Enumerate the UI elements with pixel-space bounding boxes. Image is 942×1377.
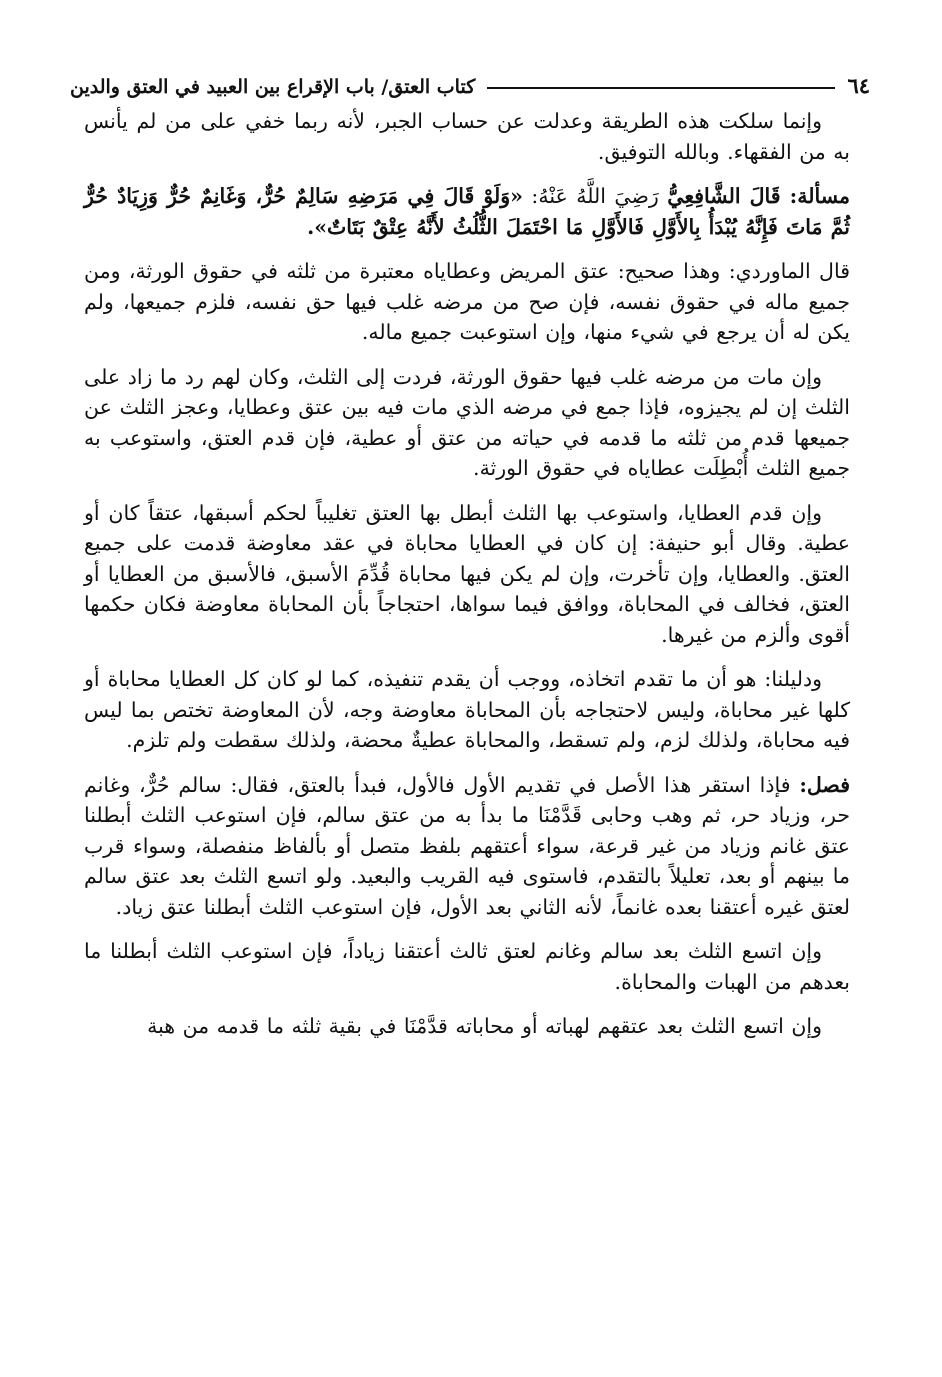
paragraph-4: وإن مات من مرضه غلب فيها حقوق الورثة، فردت إلى الثلث، وكان لهم رد ما زاد على الثلث إن لم يجيزوه، فإذا جمع في مرضه الذي مات فيه بين عتق وعطايا، وعجز الثلث عن جميعها قدم من ثلثه ما قدمه في حياته من عتق أو عطية، فإن قدم العتق، واستوعب به جميع الثلث أُبْطِلَت عطاياه في حقوق الورثة. <box>84 364 850 480</box>
paragraph-8: وإن اتسع الثلث بعد سالم وغانم لعتق ثالث أعتقنا زياداً، فإن استوعب الثلث أبطلنا ما بعدهم من الهبات والمحاباة. <box>84 939 850 994</box>
masala-quote: «وَلَوْ قَالَ فِي مَرَضِهِ سَالِمٌ حُرٌّ، وَغَانِمٌ حُرٌّ وَزِيَادٌ حُرٌّ ثُمَّ مَاتَ فَإِنَّهُ يُبْدَأُ بِالأَوَّلِ فَالأَوَّلِ مَا احْتَمَلَ الثُّلُثُ لأَنَّهُ عِتْقٌ بَتَاتٌ». <box>84 184 850 239</box>
fasl-text: فإذا استقر هذا الأصل في تقديم الأول فالأول، فبدأ بالعتق، فقال: سالم حُرٌّ، وغانم حر، وزياد حر، ثم وهب وحابى قَدَّمْنَا ما بدأ به من عتق سالم، فإن استوعب الثلث أبطلنا عتق غانم وزياد من غير قرعة، سواء أعتقهم بلفظ متصل أو بألفاظ منفصلة، وسواء قرب ما بينهم أو بعد، تعليلاً بالتقدم، فاستوى فيه القريب والبعيد. ولو اتسع الثلث بعد عتق سالم لعتق غيره أعتقنا بعده غانماً، لأنه الثاني بعد الأول، فإن استوعب الثلث أبطلنا عتق زياد. <box>84 772 850 919</box>
paragraph-6: ودليلنا: هو أن ما تقدم اتخاذه، ووجب أن يقدم تنفيذه، كما لو كان كل العطايا محاباة أو كلها غير محاباة، وليس لاحتجاجه بأن المحاباة معاوضة وجه، لأن المعاوضة تختص بما ليس فيه محاباة، ولذلك لزم، ولم تسقط، والمحاباة عطيةٌ محضة، ولذلك سقطت ولم تلزم. <box>84 667 850 752</box>
paragraph-1: وإنما سلكت هذه الطريقة وعدلت عن حساب الجبر، لأنه ربما خفي على من لم يأنس به من الفقهاء. وبالله التوفيق. <box>84 109 850 164</box>
paragraph-5: وإن قدم العطايا، واستوعب بها الثلث أبطل بها العتق تغليباً لحكم أسبقها، عتقاً كان أو عطية. وقال أبو حنيفة: إن كان في العطايا محاباة في عقد معاوضة قدمت على جميع العتق. والعطايا، وإن تأخرت، وإن لم يكن فيها محاباة قُدِّمَ الأسبق، فالأسبق من العطايا أو العتق، فخالف في المحاباة، ووافق فيما سواها، احتجاجاً بأن المحاباة معاوضة فكان حكمها أقوى وألزم من غيرها. <box>84 500 850 647</box>
paragraph-9: وإن اتسع الثلث بعد عتقهم لهباته أو محاباته قدَّمْنَا في بقية ثلثه ما قدمه من هبة <box>147 1014 822 1038</box>
masala-label: مسألة: قَالَ الشَّافِعِيُّ <box>667 184 850 208</box>
paragraph-mawardi: قال الماوردي: وهذا صحيح: عتق المريض وعطاياه معتبرة من ثلثه في حقوق الورثة، ومن جميع ماله في حقوق نفسه، فإن صح من مرضه غلب فيها حق نفسه، فلزم جميعها، ولم يكن له أن يرجع في شيء منها، وإن استوعبت جميع ماله. <box>84 259 850 344</box>
fasl-label: فصل: <box>799 772 850 797</box>
page-body <box>84 106 850 1056</box>
header-rule <box>487 87 835 89</box>
paragraph-fasl <box>84 770 850 923</box>
page-header <box>70 64 870 98</box>
masala-attribution: رَضِيَ اللَّهُ عَنْهُ: <box>522 184 668 208</box>
paragraph-masala <box>84 181 850 242</box>
page-number: ٦٤ <box>847 73 870 98</box>
running-title: كتاب العتق/ باب الإقراع بين العبيد في العتق والدين <box>70 76 476 98</box>
